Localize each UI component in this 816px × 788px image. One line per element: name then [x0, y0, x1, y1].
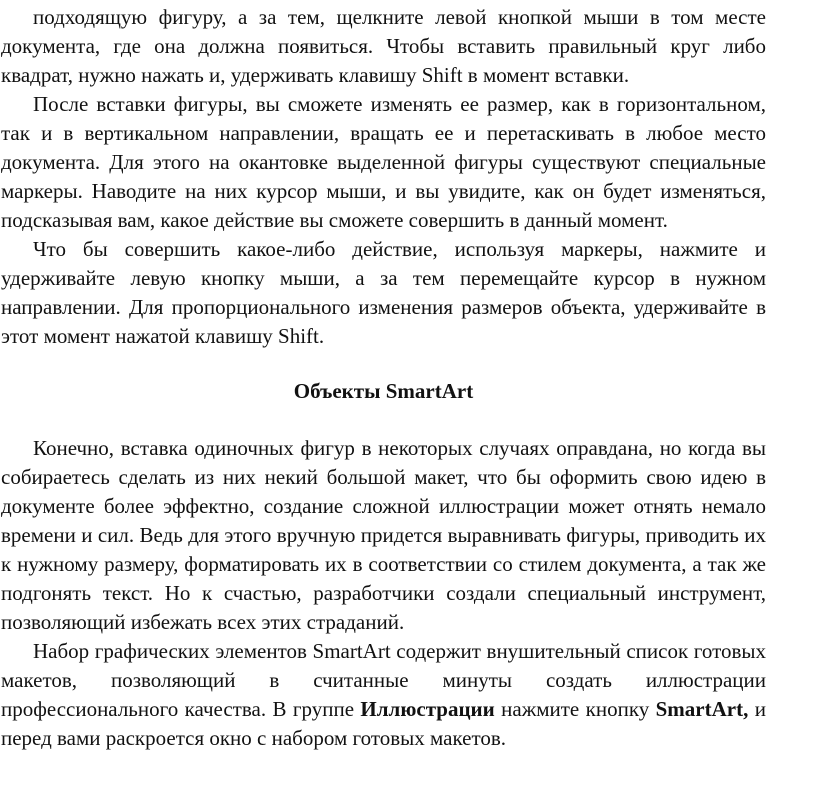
paragraph-5-text-middle: нажмите кнопку	[494, 697, 656, 721]
paragraph-4: Конечно, вставка одиночных фигур в некоторых случаях оправдана, но когда вы собираетесь сделать из них некий большой макет, что бы оформить свою идею в документе более эффектно, создание сложной иллюстрации может отнять немало времени и сил. Ведь для этого вручную придется выравнивать фигуры, приводить их к нужному размеру, форматировать их в соответствии со стилем документа, а так же подгонять текст. Но к счастью, разработчики создали специальный инструмент, позволяющий избежать всех этих страданий.	[1, 436, 766, 634]
paragraph-5-bold-smartart: SmartArt,	[655, 697, 749, 721]
section-heading: Объекты SmartArt	[293, 379, 474, 403]
paragraph-3: Что бы совершить какое-либо действие, используя маркеры, нажмите и удерживайте левую кнопку мыши, а за тем перемещайте курсор в нужном направлении. Для пропорционального изменения размеров объекта, удерживайте в этот момент нажатой клавишу Shift.	[1, 237, 766, 348]
paragraph-5-text-before: Набор графических элементов SmartArt содержит внушительный список готовых макетов, позволяющий в считанные минуты создать иллюстрации профессионального качества. В группе	[1, 639, 766, 721]
paragraph-5-bold-illustrations: Иллюстрации	[360, 697, 495, 721]
paragraph-5-text-after: и перед вами раскроется окно с набором готовых макетов.	[1, 697, 766, 750]
paragraph-5	[1, 637, 766, 753]
paragraph-1: подходящую фигуру, а за тем, щелкните левой кнопкой мыши в том месте документа, где она должна появиться. Чтобы вставить правильный круг либо квадрат, нужно нажать и, удерживать клавишу Shift в момент вставки.	[1, 5, 766, 87]
paragraph-2: После вставки фигуры, вы сможете изменять ее размер, как в горизонтальном, так и в вертикальном направлении, вращать ее и перетаскивать в любое место документа. Для этого на окантовке выделенной фигуры существуют специальные маркеры. Наводите на них курсор мыши, и вы увидите, как он будет изменяться, подсказывая вам, какое действие вы сможете совершить в данный момент.	[1, 92, 766, 232]
